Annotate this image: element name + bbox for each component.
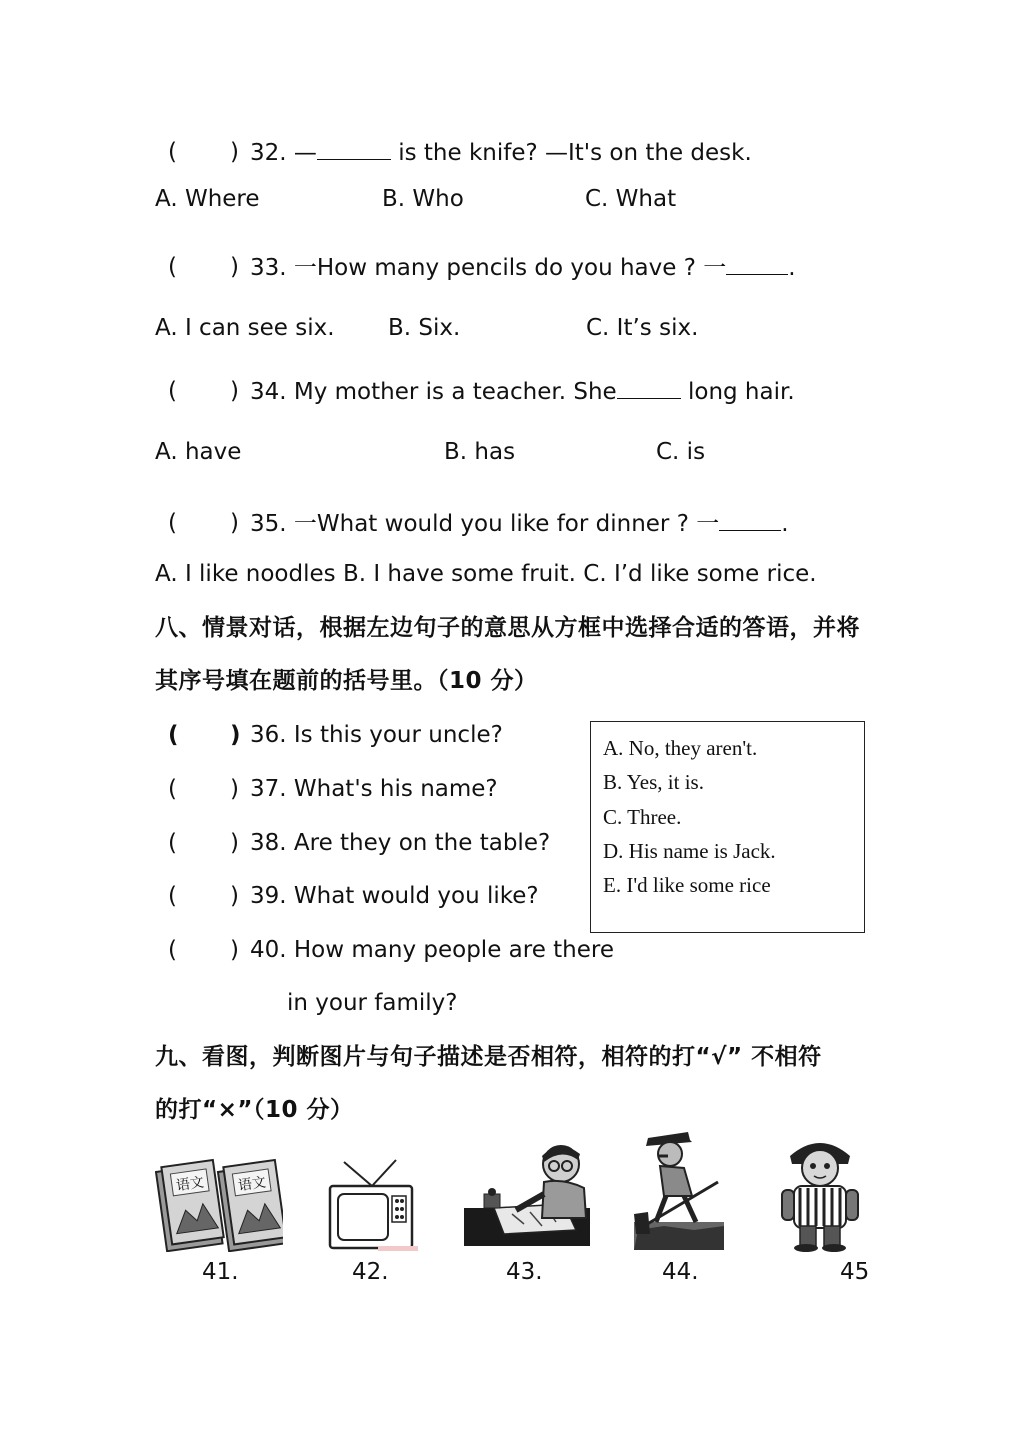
answer-paren-open: (: [168, 139, 177, 165]
answer-blank[interactable]: [617, 376, 681, 399]
question-text-continuation: in your family?: [287, 990, 458, 1016]
chinese-textbooks-icon: [155, 1158, 283, 1252]
answer-option-c: C. Three.: [603, 805, 682, 829]
answer-paren-close: ): [230, 830, 239, 856]
picture-number-43: 43.: [506, 1259, 543, 1285]
section-9-title-line2: 的打“×”（10 分）: [155, 1097, 354, 1123]
answer-paren-open: (: [168, 830, 177, 856]
boy-drawing-icon: [464, 1138, 590, 1246]
section-8-title-line1: 八、情景对话，根据左边句子的意思从方框中选择合适的答语，并将: [155, 615, 860, 641]
answer-paren-open: (: [168, 937, 177, 963]
options-line: A. I like noodles B. I have some fruit. C. I’d like some rice.: [155, 561, 817, 587]
option-c: C. What: [585, 186, 677, 212]
man-digging-icon: [634, 1130, 724, 1250]
answer-paren-open: (: [168, 883, 177, 909]
answer-paren-close: ): [230, 378, 239, 404]
answer-blank[interactable]: [726, 252, 788, 275]
answer-paren-close: ): [230, 254, 239, 280]
answer-paren-open: (: [168, 378, 177, 404]
question-text: 34. My mother is a teacher. She long hair.: [250, 376, 795, 407]
answer-paren-open: (: [168, 254, 177, 280]
option-b: B. has: [444, 439, 516, 465]
option-c: C. is: [656, 439, 706, 465]
answer-paren-close: ): [230, 722, 241, 748]
picture-number-42: 42.: [352, 1259, 389, 1285]
option-b: B. Six.: [388, 315, 461, 341]
question-text: 39. What would you like?: [250, 883, 539, 909]
answer-paren-close: ): [230, 776, 239, 802]
question-text: 36. Is this your uncle?: [250, 722, 503, 748]
answer-blank[interactable]: [719, 508, 781, 531]
answer-paren-close: ): [230, 883, 239, 909]
answer-paren-open: (: [168, 722, 179, 748]
section-8-title-line2: 其序号填在题前的括号里。（10 分）: [155, 668, 538, 694]
section-9-title-line1: 九、看图，判断图片与句子描述是否相符，相符的打“√” 不相符: [155, 1044, 822, 1070]
answer-paren-close: ): [230, 937, 239, 963]
question-text: 38. Are they on the table?: [250, 830, 551, 856]
question-text: 35. 一What would you like for dinner ? 一 .: [250, 508, 789, 539]
television-icon: [326, 1158, 418, 1254]
option-c: C. It’s six.: [586, 315, 699, 341]
answer-paren-open: (: [168, 776, 177, 802]
question-text: 32. — is the knife? —It's on the desk.: [250, 137, 752, 168]
picture-number-41: 41.: [202, 1259, 239, 1285]
answer-blank[interactable]: [317, 137, 391, 160]
svg-text:语文: 语文: [175, 1174, 205, 1195]
answer-options-box: [590, 721, 865, 933]
option-b: B. Who: [382, 186, 464, 212]
option-a: A. Where: [155, 186, 260, 212]
answer-option-a: A. No, they aren't.: [603, 736, 758, 760]
picture-number-45: 45: [840, 1259, 870, 1285]
option-a: A. have: [155, 439, 242, 465]
answer-option-d: D. His name is Jack.: [603, 839, 776, 863]
option-a: A. I can see six.: [155, 315, 335, 341]
picture-number-44: 44.: [662, 1259, 699, 1285]
answer-paren-open: (: [168, 510, 177, 536]
answer-paren-close: ): [230, 139, 239, 165]
question-text: 40. How many people are there: [250, 937, 615, 963]
boy-striped-shirt-icon: [776, 1136, 864, 1252]
question-text: 37. What's his name?: [250, 776, 498, 802]
answer-option-e: E. I'd like some rice: [603, 873, 771, 897]
answer-option-b: B. Yes, it is.: [603, 770, 704, 794]
answer-paren-close: ): [230, 510, 239, 536]
question-text: 33. 一How many pencils do you have ? 一 .: [250, 252, 796, 283]
svg-text:语文: 语文: [237, 1174, 267, 1195]
